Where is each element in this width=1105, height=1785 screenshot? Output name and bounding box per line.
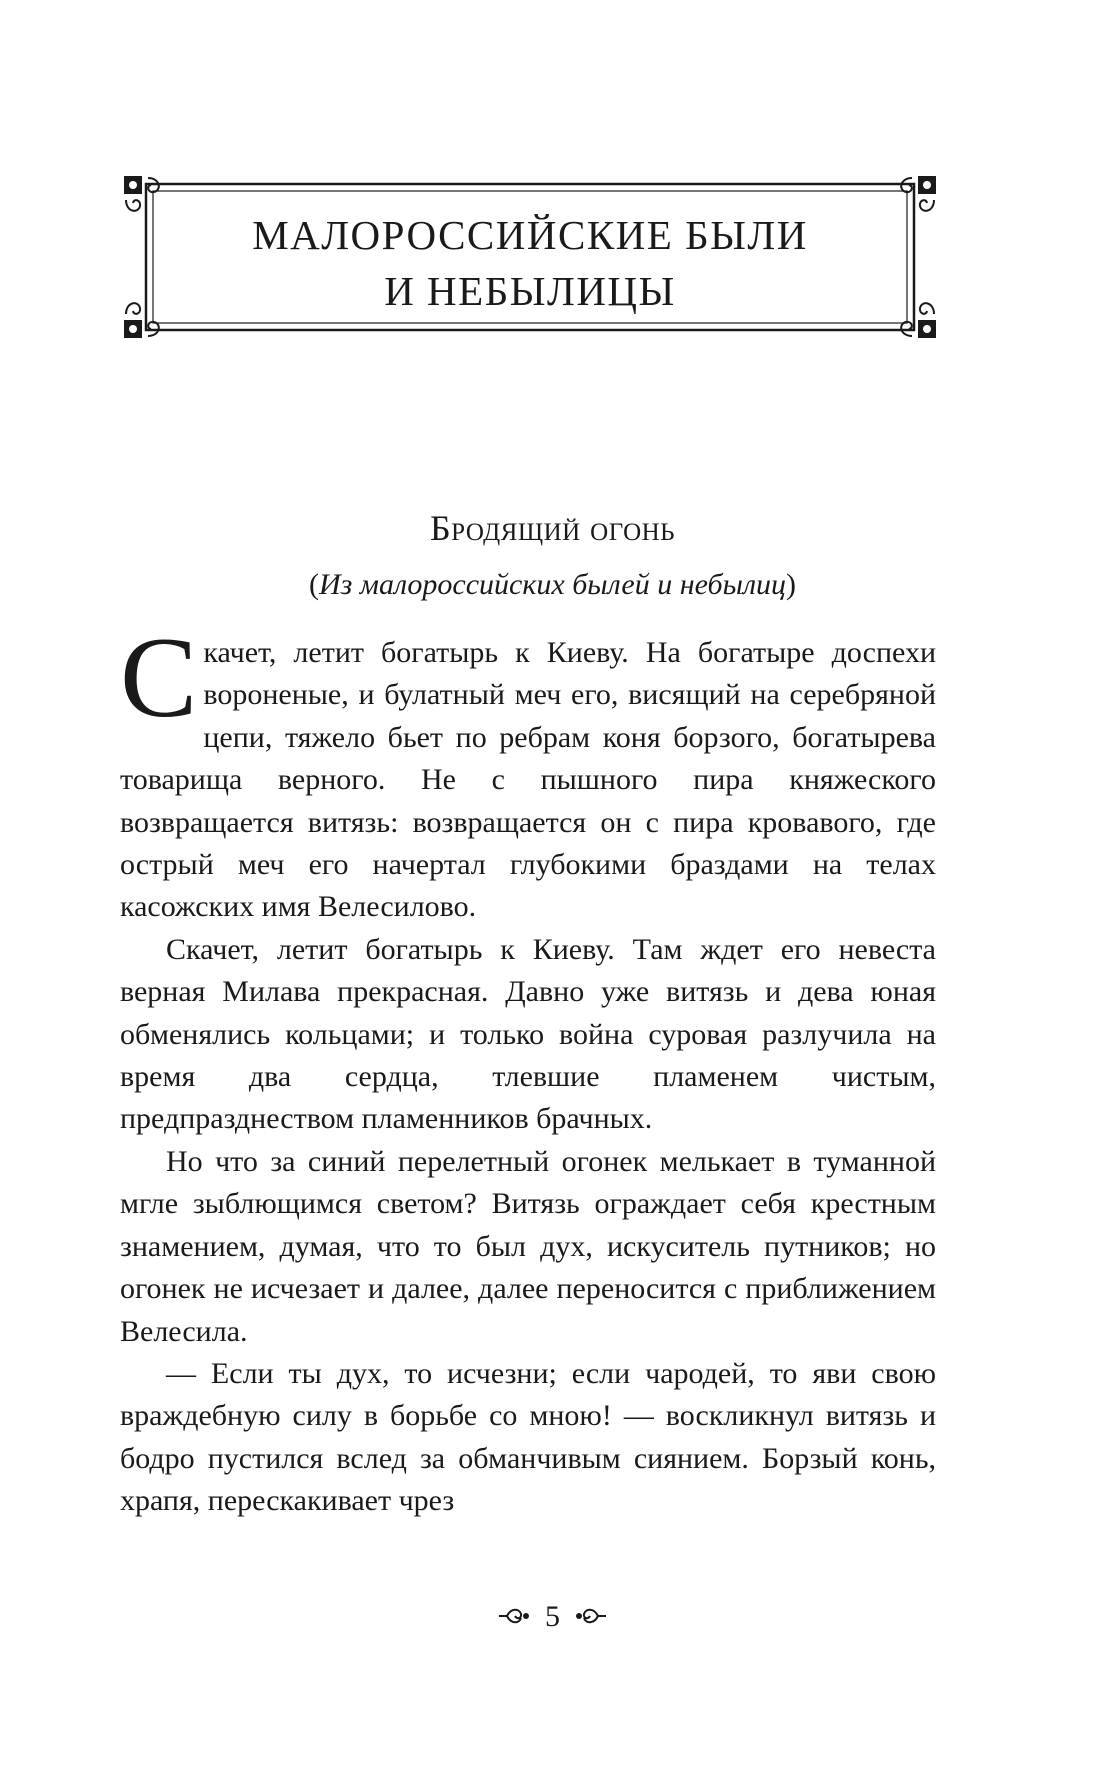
subtitle-close-paren: ) [786,568,797,601]
chapter-title-line-1: МАЛОРОССИЙСКИЕ БЫЛИ [252,212,808,258]
page-footer [0,1597,1105,1635]
chapter-title-line-2: И НЕБЫЛИЦЫ [384,268,676,314]
page-number: 5 [545,1600,560,1634]
drop-cap: С [120,614,198,742]
subtitle-open-paren: ( [308,568,319,601]
paragraph-1 [120,614,936,929]
story-body [120,614,936,1523]
story-subtitle [0,565,1105,605]
paragraph-3: Но что за синий перелетный огонек мелькает в туманной мгле зыблющимся светом? Витязь ограждает себя крестным знамением, думая, что то был дух, искуситель путников; но огонек не исчезает и далее, далее переносится с приближением Велесила. [120,1144,936,1348]
chapter-title [120,207,940,319]
fleuron-left-icon [497,1599,531,1635]
fleuron-right-icon [574,1599,608,1635]
paragraph-4: — Если ты дух, то исчезни; если чародей, то яви свою враждебную силу в борьбе со мною! — воскликнул витязь и бодро пустился вслед за обманчивым сиянием. Борзый конь, храпя, перескакивает чрез [120,1356,936,1518]
subtitle-text: Из малороссийских былей и небылиц [318,568,787,601]
chapter-title-frame [120,172,940,342]
paragraph-1-text: качет, летит богатырь к Киеву. На богатыре доспехи вороненые, и булатный меч его, висящий на серебряной цепи, тяжело бьет по ребрам коня борзого, богатырева товарища верного. Не с пышного пира княжеского возвращается витязь: возвращается он с пира кровавого, где острый меч его начертал глубокими браздами на телах касожских имя Велесилово. [120,636,936,924]
story-title: Бродящий огонь [429,508,676,548]
paragraph-2: Скачет, летит богатырь к Киеву. Там ждет его невеста верная Милава прекрасная. Давно уже витязь и дева юная обменялись кольцами; и только война суровая разлучила на время два сердца, тлевшие пламенем чистым, предпразднеством пламенников брачных. [120,932,936,1136]
